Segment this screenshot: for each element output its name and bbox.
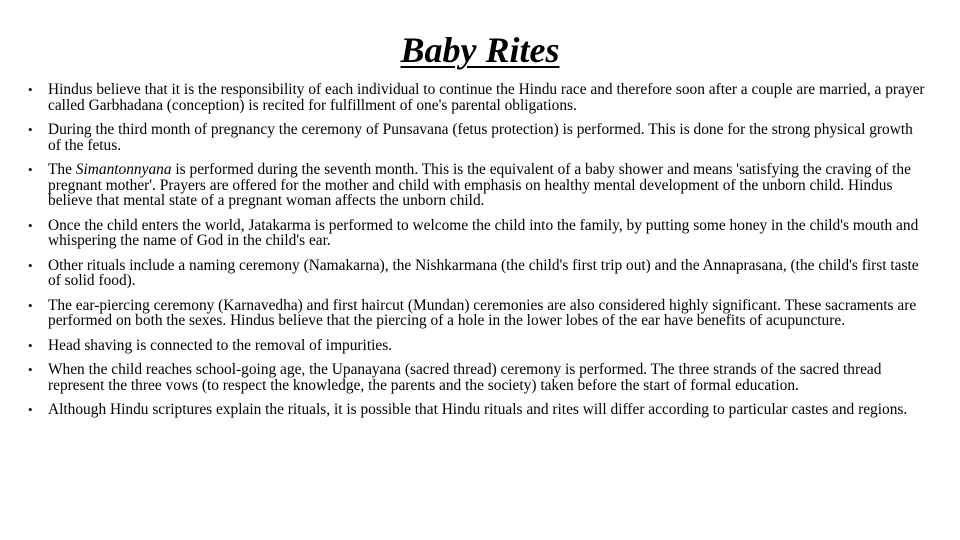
bullet-item-upanayana [28, 362, 928, 393]
bullet-text: Although Hindu scriptures explain the rituals, it is possible that Hindu rituals and rites will differ according to particular castes and regions. [48, 401, 908, 418]
bullet-text-prefix: The [48, 161, 76, 178]
bullet-item-garbhadana [28, 82, 928, 113]
bullet-dot-icon: • [28, 257, 33, 273]
bullet-text: When the child reaches school-going age, the Upanayana (sacred thread) ceremony is performed. The three strands of the sacred thread represent the three vows (to respect the knowledge, the parents and the society) taken before the start of formal education. [48, 361, 882, 394]
bullet-dot-icon: • [28, 162, 33, 177]
bullet-item-simantonnyana [28, 162, 928, 209]
bullet-item-namakarna [28, 258, 928, 289]
bullet-dot-icon: • [28, 122, 33, 137]
bullet-item-jatakarma [28, 218, 928, 249]
bullet-item-rituals-differ [28, 402, 928, 418]
bullet-text-suffix: is performed during the seventh month. This is the equivalent of a baby shower and means 'satisfying the craving of the pregnant mother'. Prayers are offered for the mother and child with emphasis on healthy mental development of the unborn child. Hindus believe that mental state of a pregnant woman affects the unborn child. [48, 161, 911, 209]
bullet-text: During the third month of pregnancy the ceremony of Punsavana (fetus protection) is performed. This is done for the strong physical growth of the fetus. [48, 121, 913, 154]
bullet-dot-icon: • [28, 337, 33, 353]
bullet-dot-icon: • [28, 217, 33, 233]
bullet-item-head-shaving [28, 338, 928, 354]
bullet-dot-icon: • [28, 402, 33, 417]
bullet-text: Once the child enters the world, Jatakarma is performed to welcome the child into the family, by putting some honey in the child's mouth and whispering the name of God in the child's ear. [48, 216, 919, 249]
bullet-text: The ear-piercing ceremony (Karnavedha) and first haircut (Mundan) ceremonies are also considered highly significant. These sacraments are performed on both the sexes. Hindus believe that the piercing of a hole in the lower lobes of the ear have benefits of acupuncture. [48, 296, 917, 329]
bullet-dot-icon: • [28, 297, 33, 313]
bullet-list [28, 82, 928, 427]
bullet-dot-icon: • [28, 362, 33, 377]
bullet-text: Hindus believe that it is the responsibility of each individual to continue the Hindu race and therefore soon after a couple are married, a prayer called Garbhadana (conception) is recited for fulfillment of one's parental obligations. [48, 81, 925, 114]
bullet-dot-icon: • [28, 82, 33, 97]
bullet-item-punsavana [28, 122, 928, 153]
bullet-text: Other rituals include a naming ceremony (Namakarna), the Nishkarmana (the child's first trip out) and the Annaprasana, (the child's first taste of solid food). [48, 256, 919, 289]
bullet-text: Head shaving is connected to the removal of impurities. [48, 336, 393, 354]
bullet-text-italic-term: Simantonnyana [75, 161, 172, 178]
bullet-item-karnavedha [28, 298, 928, 329]
slide-title: Baby Rites [400, 30, 560, 70]
